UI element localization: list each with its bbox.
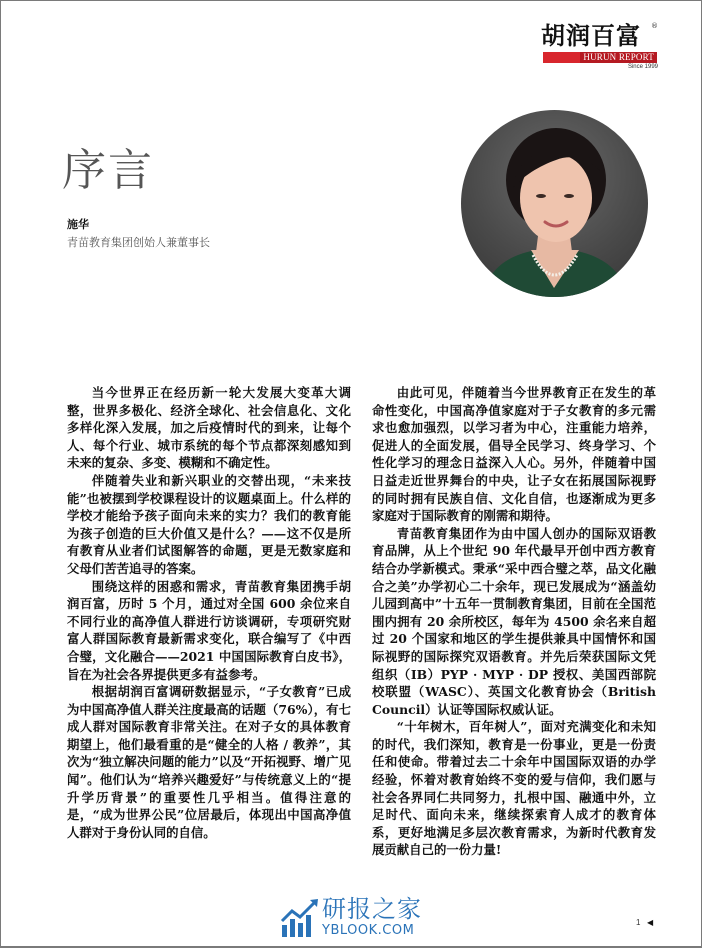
logo-chinese-text: 胡润百富: [541, 22, 641, 50]
paragraph: 围绕这样的困惑和需求，青苗教育集团携手胡润百富，历时 5 个月，通过对全国 600 余位来自不同行业的高净值人群进行访谈调研，专项研究财富人群国际教育最新需求变化，联合编写了《中西合璧，文化融合——2021 中国国际教育白皮书》，旨在为社会各界提供更多有益参考。: [67, 578, 351, 682]
page-number: 1: [636, 918, 641, 927]
page-title: 序言: [62, 145, 154, 196]
paragraph: 伴随着失业和新兴职业的交替出现，“未来技能”也被摆到学校课程设计的议题桌面上。什么样的学校才能给予孩子面向未来的实力？我们的教育能为孩子创造的巨大价值又是什么？——这不仅是所有教育从业者们试图解答的命题，更是无数家庭和父母们苦苦追寻的答案。: [67, 472, 351, 576]
author-title: 青苗教育集团创始人兼董事长: [67, 236, 210, 249]
author-name: 施华: [67, 218, 89, 231]
registered-mark: ®: [651, 22, 658, 30]
portrait-icon: [461, 110, 648, 297]
logo-english-text: HURUN REPORT: [580, 52, 657, 63]
body-column-left: [67, 384, 351, 841]
logo-red-bar: [543, 52, 657, 63]
paragraph: 由此可见，伴随着当今世界教育正在发生的革命性变化，中国高净值家庭对于子女教育的多元需求也愈加强烈，以学习者为中心，注重能力培养，促进人的全面发展，倡导全民学习、终身学习、个性化学习的理念日益深入人心。另外，伴随着中国日益走近世界舞台的中央，让子女在拓展国际视野的同时拥有民族自信、文化自信，也逐渐成为更多家庭对于国际教育的刚需和期待。: [372, 385, 656, 524]
hurun-logo: [541, 22, 661, 74]
author-portrait-photo: [461, 110, 648, 297]
paragraph: 当今世界正在经历新一轮大发展大变革大调整，世界多极化、经济全球化、社会信息化、文化多样化深入发展，加之后疫情时代的到来，让每个人、每个行业、城市系统的每个节点都深刻感知到未来的复杂、多变、模糊和不确定性。: [67, 385, 351, 471]
watermark-english-text: YBLOOK.COM: [322, 923, 415, 938]
paragraph: 根据胡润百富调研数据显示，“子女教育”已成为中国高净值人群关注度最高的话题（76%），有七成人群对国际教育非常关注。在对子女的具体教育期望上，他们最看重的是“健全的人格 / 教养”，其次为“独立解决问题的能力”以及“开拓视野、增广见闻”。他们认为“培养兴趣爱好”与传统意义上的“提升学历背景”的重要性几乎相当。值得注意的是，“成为世界公民”位居最后，体现出中国高净值人群对于身份认同的自信。: [67, 684, 351, 840]
left-triangle-icon: ◀: [647, 918, 654, 927]
logo-since: Since 1999: [627, 64, 658, 70]
yblook-watermark: [280, 895, 455, 940]
chart-growth-icon: [280, 897, 320, 939]
paragraph: “十年树木，百年树人”，面对充满变化和未知的时代，我们深知，教育是一份事业，更是一份责任和使命。带着过去二十余年中国国际双语的办学经验，怀着对教育始终不变的爱与信仰，我们愿与社会各界同仁共同努力，扎根中国、融通中外，立足时代、面向未来，继续探索育人成才的教育体系，更好地满足多层次教育需求，为新时代教育发展贡献自己的一份力量!: [372, 719, 656, 858]
body-column-right: [372, 384, 656, 859]
paragraph: 青苗教育集团作为由中国人创办的国际双语教育品牌，从上个世纪 90 年代最早开创中西方教育结合办学新模式。秉承“采中西合璧之萃，品文化融合之美”办学初心二十余年，现已发展成为“涵盖幼儿园到高中”十五年一贯制教育集团，目前在全国范围内拥有 20 余所校区，每年为 4500 余名来自超过 20 个国家和地区的学生提供兼具中国情怀和国际视野的国际探究双语教育。并先后荣获国际文凭组织（IB）PYP · MYP · DP 授权、美国西部院校联盟（WASC）、英国文化教育协会（British Council）认证等国际权威认证。: [372, 525, 656, 717]
watermark-chinese-text: 研报之家: [322, 895, 422, 923]
